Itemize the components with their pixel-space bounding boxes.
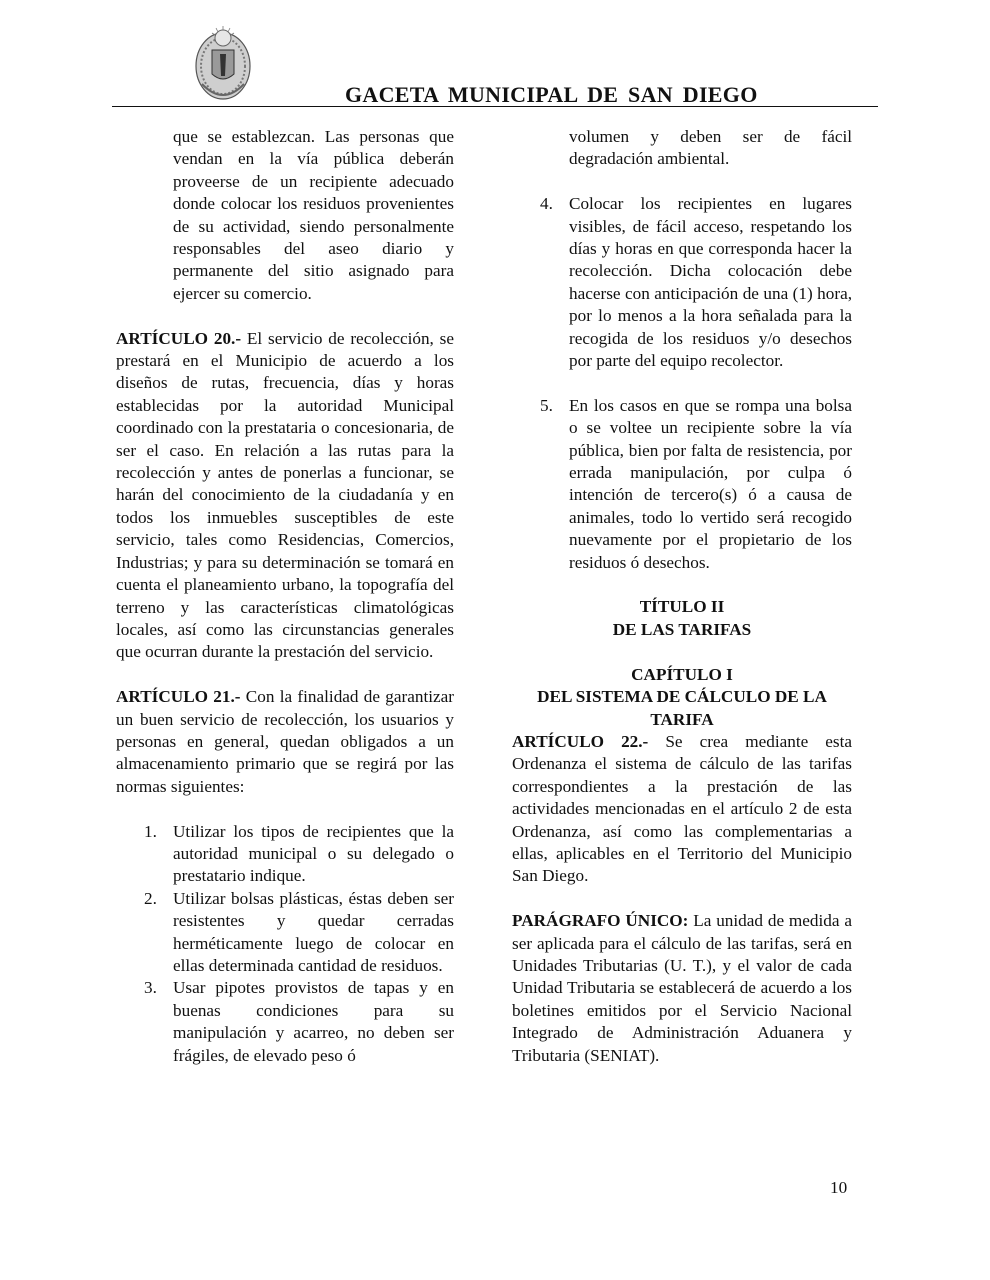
list-item-text: Utilizar los tipos de recipientes que la autoridad municipal o su delegado o prestatario indique. xyxy=(173,821,454,886)
list-item xyxy=(116,977,454,1067)
article-21 xyxy=(116,686,454,798)
chapter-heading: CAPÍTULO I xyxy=(631,664,733,684)
header-divider xyxy=(112,106,878,107)
title-subheading: DE LAS TARIFAS xyxy=(612,619,752,639)
list-item-3-continuation: volumen y deben ser de fácil degradación ambiental. xyxy=(569,127,852,169)
article-22-text: Se crea mediante esta Ordenanza el sistema de cálculo de las tarifas correspondientes a la prestación de las actividades mencionadas en el artículo 2 de esta Ordenanza, así como las complementarias a ellas, aplicables en el Territorio del Municipio San Diego. xyxy=(512,731,852,886)
page-number: 10 xyxy=(830,1178,848,1197)
article-22 xyxy=(512,731,852,888)
article-20-text: El servicio de recolección, se prestará en el Municipio de acuerdo a los diseños de rutas, frecuencia, días y horas establecidas por la autoridad Municipal coordinado con la prestataria o concesionaria, de ser el caso. En relación a las rutas para la recolección y antes de ponerlas a funcionar, se harán del conocimiento de la ciudadanía y en todos los inmuebles susceptibles de este servicio, tales como Residencias, Comercios, Industrias; y para su determinación se tomará en cuenta el planeamiento urbano, la topografía del terreno y las características climatológicas locales, así como las circunstancias generales que ocurran durante la prestación del servicio. xyxy=(116,328,454,662)
right-column xyxy=(512,126,852,1067)
list-item-number: 4. xyxy=(540,194,553,214)
list-item-text: Utilizar bolsas plásticas, éstas deben ser resistentes y quedar cerradas herméticamente luego de colocar en ellas determinada cantidad de residuos. xyxy=(173,888,454,975)
list-item-number: 3. xyxy=(144,978,157,998)
list-item-text: Usar pipotes provistos de tapas y en buenas condiciones para su manipulación y acarreo, no deben ser frágiles, de elevado peso ó xyxy=(173,978,454,1065)
article-20 xyxy=(116,328,454,664)
paragrafo-unico xyxy=(512,910,852,1067)
list-item-text: Colocar los recipientes en lugares visibles, de fácil acceso, respetando los días y horas en que corresponda hacer la recolección. Dicha colocación debe hacerse con anticipación de una (1) hora, por lo menos a la hora señalada para la recogida de los residuos y/o desechos por parte del equipo recolector. xyxy=(569,194,852,371)
paragrafo-unico-heading: PARÁGRAFO ÚNICO: xyxy=(512,911,689,931)
list-item xyxy=(116,888,454,978)
chapter-subheading: DEL SISTEMA DE CÁLCULO DE LA TARIFA xyxy=(537,687,827,729)
list-item xyxy=(512,193,852,372)
list-item-text: En los casos en que se rompa una bolsa o se voltee un recipiente sobre la vía pública, bien por falta de resistencia, por errada manipulación, por culpa ó intención de tercero(s) ó a causa de animales, todo lo vertido será recogido nuevamente por el propietario de los residuos ó desechos. xyxy=(569,395,852,572)
list-item-number: 5. xyxy=(540,395,553,415)
article-21-heading: ARTÍCULO 21.- xyxy=(116,687,241,707)
article-19-continuation: que se establezcan. Las personas que vendan en la vía pública deberán proveerse de un recipiente adecuado donde colocar los residuos provenientes de su actividad, siendo personalmente responsables del aseo diario y permanente del sitio asignado para ejercer su comercio. xyxy=(173,127,454,303)
list-item-number: 1. xyxy=(144,821,157,841)
municipal-coat-of-arms-icon xyxy=(192,24,254,102)
gazette-title: GACETA MUNICIPAL DE SAN DIEGO xyxy=(345,82,758,107)
list-item-number: 2. xyxy=(144,888,157,908)
article-20-heading: ARTÍCULO 20.- xyxy=(116,328,242,348)
article-21-text: Con la finalidad de garantizar un buen servicio de recolección, los usuarios y personas en general, quedan obligados a un almacenamiento primario que se regirá por las normas siguientes: xyxy=(116,687,454,796)
article-22-heading: ARTÍCULO 22.- xyxy=(512,731,649,751)
left-column xyxy=(116,126,454,1067)
list-item xyxy=(512,395,852,574)
list-item xyxy=(116,821,454,888)
paragrafo-unico-text: La unidad de medida a ser aplicada para el cálculo de las tarifas, será en Unidades Tributarias (U. T.), y el valor de cada Unidad Tributaria se establecerá de acuerdo a los boletines emitidos por el Servicio Nacional Integrado de Administración Aduanera y Tributaria (SENIAT). xyxy=(512,911,852,1065)
title-heading: TÍTULO II xyxy=(639,597,725,617)
